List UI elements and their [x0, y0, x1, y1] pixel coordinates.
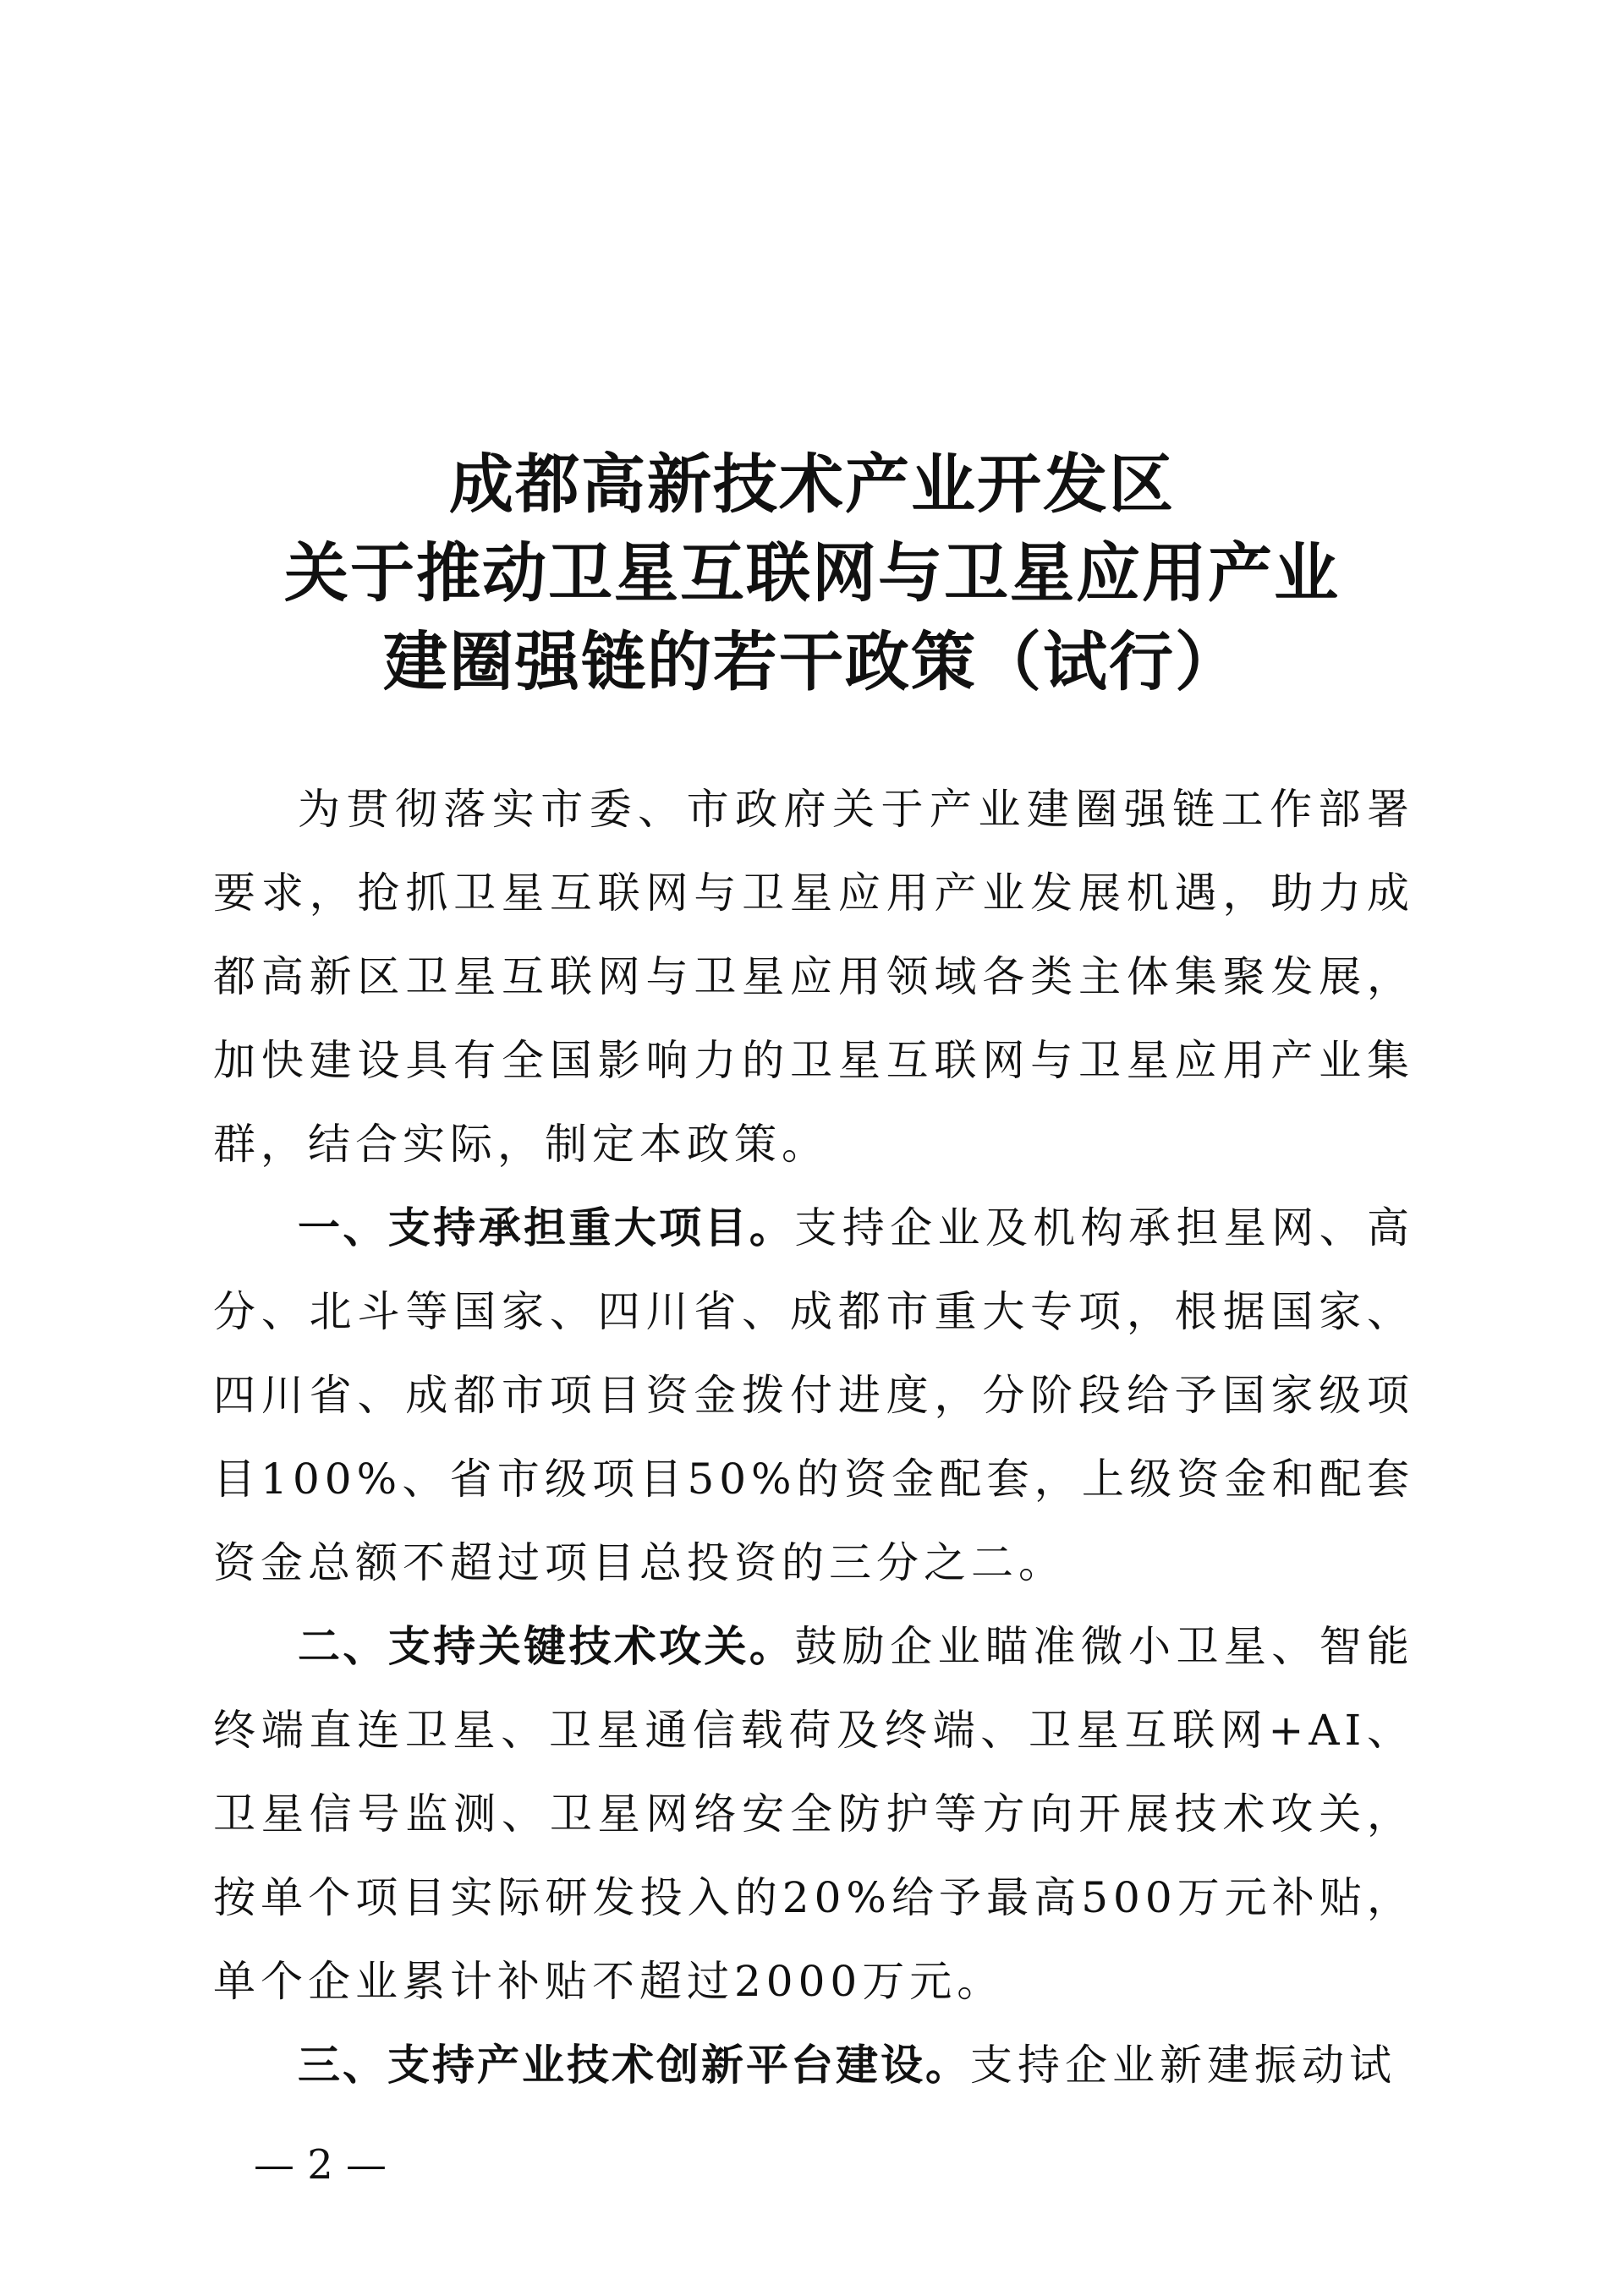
section-3-heading: 三、支持产业技术创新平台建设。	[298, 2041, 970, 2090]
title-line-1: 成都高新技术产业开发区	[449, 447, 1175, 522]
title-line-2: 关于推动卫星互联网与卫星应用产业	[284, 535, 1340, 611]
section-1-heading: 一、支持承担重大项目。	[298, 1203, 795, 1252]
section-1	[213, 1186, 1414, 1605]
section-2-heading: 二、支持关键技术攻关。	[298, 1622, 795, 1671]
section-2-text: 鼓励企业瞄准微小卫星、智能终端直连卫星、卫星通信载荷及终端、卫星互联网+AI、卫星信号监测、卫星网络安全防护等方向开展技术攻关，按单个项目实际研发投入的20%给予最高500万元补贴，单个企业累计补贴不超过2000万元。	[213, 1622, 1415, 2006]
section-2	[213, 1605, 1414, 2024]
section-3	[213, 2024, 1414, 2107]
document-title	[0, 440, 1624, 706]
document-body	[213, 768, 1414, 2107]
title-line-3: 建圈强链的若干政策（试行）	[383, 624, 1241, 699]
page-number: — 2 —	[254, 2141, 387, 2189]
section-3-text: 支持企业新建振动试	[970, 2041, 1396, 2090]
intro-paragraph: 为贯彻落实市委、市政府关于产业建圈强链工作部署要求，抢抓卫星互联网与卫星应用产业发展机遇，助力成都高新区卫星互联网与卫星应用领域各类主体集聚发展，加快建设具有全国影响力的卫星互联网与卫星应用产业集群，结合实际，制定本政策。	[213, 785, 1414, 1169]
section-1-text: 支持企业及机构承担星网、高分、北斗等国家、四川省、成都市重大专项，根据国家、四川省、成都市项目资金拨付进度，分阶段给予国家级项目100%、省市级项目50%的资金配套，上级资金和配套资金总额不超过项目总投资的三分之二。	[213, 1203, 1415, 1587]
